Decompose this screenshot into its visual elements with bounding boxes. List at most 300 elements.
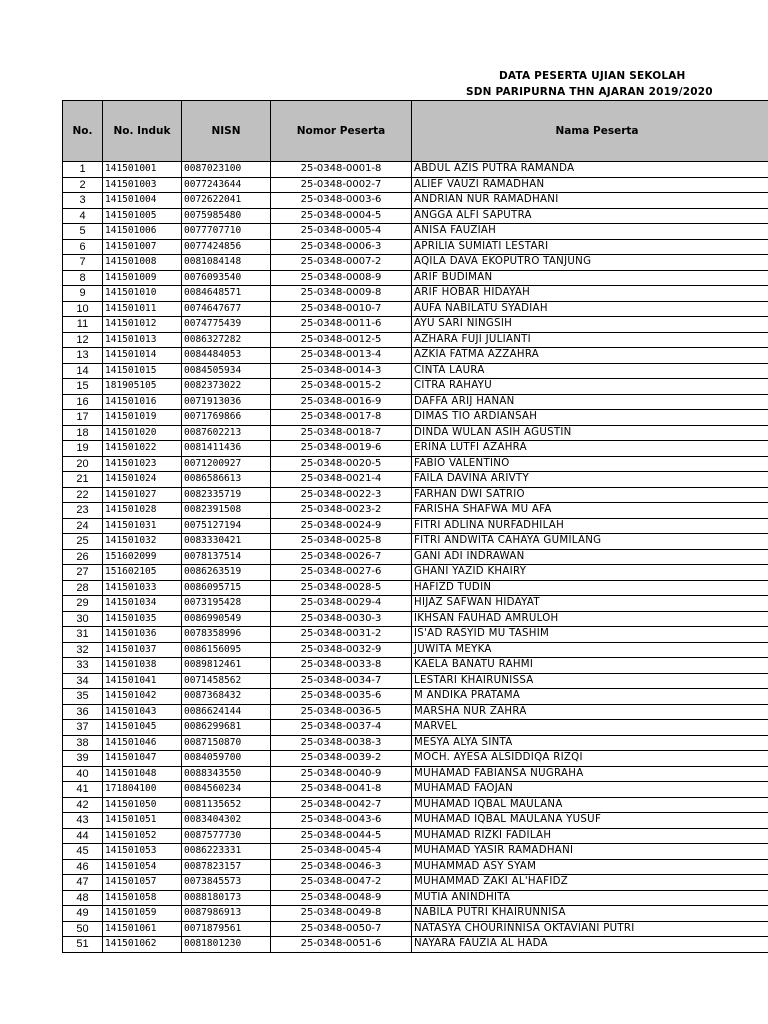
cell-no: 41: [63, 782, 103, 798]
cell-nisn: 0084484053: [182, 348, 271, 364]
table-row: [63, 766, 768, 782]
cell-no: 34: [63, 673, 103, 689]
cell-nama-peserta: ABDUL AZIS PUTRA RAMANDA: [412, 162, 768, 178]
participant-table-container: [62, 100, 768, 960]
cell-nama-peserta: HIJAZ SAFWAN HIDAYAT: [412, 596, 768, 612]
cell-nama-peserta: JUWITA MEYKA: [412, 642, 768, 658]
table-row: [63, 332, 768, 348]
table-row: [63, 782, 768, 798]
cell-no-induk: 141501048: [103, 766, 182, 782]
table-row: [63, 828, 768, 844]
cell-nisn: 0083330421: [182, 534, 271, 550]
header-nomor-peserta: Nomor Peserta: [271, 101, 412, 162]
cell-no-induk: 141501028: [103, 503, 182, 519]
cell-nomor-peserta: 25-0348-0048-9: [271, 890, 412, 906]
cell-nomor-peserta: 25-0348-0008-9: [271, 270, 412, 286]
cell-no: 44: [63, 828, 103, 844]
cell-nisn: 0086586613: [182, 472, 271, 488]
table-row: [63, 410, 768, 426]
cell-no-induk: 141501014: [103, 348, 182, 364]
document-title: DATA PESERTA UJIAN SEKOLAH: [499, 70, 686, 82]
cell-no-induk: 141501050: [103, 797, 182, 813]
cell-nisn: 0078358996: [182, 627, 271, 643]
table-row: [63, 441, 768, 457]
table-row: [63, 565, 768, 581]
cell-nisn: 0087602213: [182, 425, 271, 441]
cell-no: 9: [63, 286, 103, 302]
cell-no: 17: [63, 410, 103, 426]
table-row: [63, 487, 768, 503]
cell-nama-peserta: ERINA LUTFI AZAHRA: [412, 441, 768, 457]
table-row: [63, 363, 768, 379]
cell-nisn: 0086624144: [182, 704, 271, 720]
cell-no-induk: 151602099: [103, 549, 182, 565]
cell-no-induk: 141501020: [103, 425, 182, 441]
cell-nisn: 0073845573: [182, 875, 271, 891]
cell-nomor-peserta: 25-0348-0032-9: [271, 642, 412, 658]
cell-no: 43: [63, 813, 103, 829]
cell-no: 31: [63, 627, 103, 643]
table-row: [63, 255, 768, 271]
cell-nama-peserta: MARVEL: [412, 720, 768, 736]
cell-nisn: 0082373022: [182, 379, 271, 395]
cell-no: 20: [63, 456, 103, 472]
cell-no-induk: 141501019: [103, 410, 182, 426]
cell-nisn: 0081801230: [182, 937, 271, 953]
cell-nomor-peserta: 25-0348-0051-6: [271, 937, 412, 953]
cell-nomor-peserta: 25-0348-0010-7: [271, 301, 412, 317]
table-row: [63, 472, 768, 488]
cell-nisn: 0071913036: [182, 394, 271, 410]
cell-no: 6: [63, 239, 103, 255]
cell-no-induk: 141501004: [103, 193, 182, 209]
cell-nisn: 0073195428: [182, 596, 271, 612]
cell-nisn: 0087986913: [182, 906, 271, 922]
cell-nomor-peserta: 25-0348-0021-4: [271, 472, 412, 488]
table-body: [63, 162, 768, 953]
table-row: [63, 534, 768, 550]
cell-nisn: 0081135652: [182, 797, 271, 813]
cell-no-induk: 141501036: [103, 627, 182, 643]
cell-no: 24: [63, 518, 103, 534]
cell-nomor-peserta: 25-0348-0007-2: [271, 255, 412, 271]
cell-nama-peserta: MUTIA ANINDHITA: [412, 890, 768, 906]
cell-no: 38: [63, 735, 103, 751]
cell-no: 4: [63, 208, 103, 224]
cell-no-induk: 141501046: [103, 735, 182, 751]
cell-nomor-peserta: 25-0348-0029-4: [271, 596, 412, 612]
cell-nomor-peserta: 25-0348-0035-6: [271, 689, 412, 705]
table-row: [63, 162, 768, 178]
cell-no-induk: 171804100: [103, 782, 182, 798]
table-row: [63, 875, 768, 891]
cell-no: 13: [63, 348, 103, 364]
cell-no-induk: 151602105: [103, 565, 182, 581]
cell-nisn: 0087823157: [182, 859, 271, 875]
cell-nomor-peserta: 25-0348-0027-6: [271, 565, 412, 581]
cell-nomor-peserta: 25-0348-0023-2: [271, 503, 412, 519]
cell-nomor-peserta: 25-0348-0014-3: [271, 363, 412, 379]
cell-nama-peserta: KAELA BANATU RAHMI: [412, 658, 768, 674]
cell-nomor-peserta: 25-0348-0018-7: [271, 425, 412, 441]
cell-nama-peserta: MUHAMAD YASIR RAMADHANI: [412, 844, 768, 860]
cell-no: 22: [63, 487, 103, 503]
cell-no-induk: 141501053: [103, 844, 182, 860]
cell-nisn: 0084648571: [182, 286, 271, 302]
cell-no: 50: [63, 921, 103, 937]
header-no: No.: [63, 101, 103, 162]
cell-no: 47: [63, 875, 103, 891]
cell-nama-peserta: NATASYA CHOURINNISA OKTAVIANI PUTRI: [412, 921, 768, 937]
cell-no-induk: 141501033: [103, 580, 182, 596]
table-row: [63, 270, 768, 286]
cell-no: 35: [63, 689, 103, 705]
table-row: [63, 239, 768, 255]
cell-nama-peserta: AZHARA FUJI JULIANTI: [412, 332, 768, 348]
cell-no-induk: 141501024: [103, 472, 182, 488]
cell-nomor-peserta: 25-0348-0050-7: [271, 921, 412, 937]
cell-nomor-peserta: 25-0348-0043-6: [271, 813, 412, 829]
cell-nisn: 0076093540: [182, 270, 271, 286]
cell-no: 16: [63, 394, 103, 410]
cell-no-induk: 141501010: [103, 286, 182, 302]
cell-no-induk: 141501023: [103, 456, 182, 472]
cell-no: 5: [63, 224, 103, 240]
cell-nisn: 0077243644: [182, 177, 271, 193]
cell-nama-peserta: AUFA NABILATU SYADIAH: [412, 301, 768, 317]
cell-nomor-peserta: 25-0348-0003-6: [271, 193, 412, 209]
cell-nama-peserta: NAYARA FAUZIA AL HADA: [412, 937, 768, 953]
cell-nomor-peserta: 25-0348-0006-3: [271, 239, 412, 255]
cell-nomor-peserta: 25-0348-0013-4: [271, 348, 412, 364]
cell-no-induk: 141501034: [103, 596, 182, 612]
cell-nama-peserta: NABILA PUTRI KHAIRUNNISA: [412, 906, 768, 922]
cell-nama-peserta: GANI ADI INDRAWAN: [412, 549, 768, 565]
cell-no: 23: [63, 503, 103, 519]
cell-no-induk: 141501041: [103, 673, 182, 689]
cell-nama-peserta: ARIF HOBAR HIDAYAH: [412, 286, 768, 302]
cell-no-induk: 141501015: [103, 363, 182, 379]
cell-nomor-peserta: 25-0348-0025-8: [271, 534, 412, 550]
cell-no: 11: [63, 317, 103, 333]
cell-nisn: 0071879561: [182, 921, 271, 937]
cell-nisn: 0075127194: [182, 518, 271, 534]
cell-nama-peserta: GHANI YAZID KHAIRY: [412, 565, 768, 581]
cell-no: 40: [63, 766, 103, 782]
cell-no-induk: 141501037: [103, 642, 182, 658]
table-row: [63, 751, 768, 767]
table-row: [63, 177, 768, 193]
cell-no: 32: [63, 642, 103, 658]
table-row: [63, 596, 768, 612]
cell-nomor-peserta: 25-0348-0040-9: [271, 766, 412, 782]
cell-no-induk: 141501012: [103, 317, 182, 333]
cell-no: 37: [63, 720, 103, 736]
table-row: [63, 348, 768, 364]
cell-no-induk: 141501003: [103, 177, 182, 193]
cell-no-induk: 141501011: [103, 301, 182, 317]
cell-no: 26: [63, 549, 103, 565]
cell-no: 2: [63, 177, 103, 193]
cell-no-induk: 141501043: [103, 704, 182, 720]
participant-table: [62, 100, 768, 953]
cell-nisn: 0087150870: [182, 735, 271, 751]
cell-no-induk: 141501054: [103, 859, 182, 875]
cell-no: 19: [63, 441, 103, 457]
cell-nomor-peserta: 25-0348-0004-5: [271, 208, 412, 224]
cell-nisn: 0088343550: [182, 766, 271, 782]
cell-nama-peserta: MARSHA NUR ZAHRA: [412, 704, 768, 720]
cell-nomor-peserta: 25-0348-0038-3: [271, 735, 412, 751]
cell-nama-peserta: HAFIZD TUDIN: [412, 580, 768, 596]
cell-nama-peserta: FARHAN DWI SATRIO: [412, 487, 768, 503]
cell-no-induk: 141501008: [103, 255, 182, 271]
cell-no-induk: 141501061: [103, 921, 182, 937]
cell-nama-peserta: IS'AD RASYID MU TASHIM: [412, 627, 768, 643]
table-row: [63, 317, 768, 333]
cell-nomor-peserta: 25-0348-0015-2: [271, 379, 412, 395]
cell-no: 36: [63, 704, 103, 720]
cell-no-induk: 141501009: [103, 270, 182, 286]
table-row: [63, 379, 768, 395]
cell-nama-peserta: CINTA LAURA: [412, 363, 768, 379]
table-row: [63, 720, 768, 736]
cell-no: 3: [63, 193, 103, 209]
cell-no: 8: [63, 270, 103, 286]
cell-no-induk: 141501027: [103, 487, 182, 503]
cell-no: 51: [63, 937, 103, 953]
cell-nomor-peserta: 25-0348-0011-6: [271, 317, 412, 333]
cell-nomor-peserta: 25-0348-0044-5: [271, 828, 412, 844]
cell-nomor-peserta: 25-0348-0047-2: [271, 875, 412, 891]
cell-nama-peserta: MUHAMAD IQBAL MAULANA YUSUF: [412, 813, 768, 829]
cell-nama-peserta: FAILA DAVINA ARIVTY: [412, 472, 768, 488]
table-row: [63, 301, 768, 317]
cell-nisn: 0074775439: [182, 317, 271, 333]
cell-nisn: 0084505934: [182, 363, 271, 379]
cell-no: 12: [63, 332, 103, 348]
cell-nomor-peserta: 25-0348-0030-3: [271, 611, 412, 627]
cell-nomor-peserta: 25-0348-0033-8: [271, 658, 412, 674]
cell-nomor-peserta: 25-0348-0045-4: [271, 844, 412, 860]
cell-no-induk: 141501005: [103, 208, 182, 224]
cell-nama-peserta: FARISHA SHAFWA MU AFA: [412, 503, 768, 519]
cell-nama-peserta: DIMAS TIO ARDIANSAH: [412, 410, 768, 426]
cell-nisn: 0078137514: [182, 549, 271, 565]
cell-nomor-peserta: 25-0348-0028-5: [271, 580, 412, 596]
cell-no: 27: [63, 565, 103, 581]
cell-nomor-peserta: 25-0348-0034-7: [271, 673, 412, 689]
table-row: [63, 673, 768, 689]
cell-no: 1: [63, 162, 103, 178]
cell-nomor-peserta: 25-0348-0001-8: [271, 162, 412, 178]
table-row: [63, 425, 768, 441]
cell-nomor-peserta: 25-0348-0036-5: [271, 704, 412, 720]
cell-no: 28: [63, 580, 103, 596]
cell-nisn: 0086299681: [182, 720, 271, 736]
cell-no-induk: 141501031: [103, 518, 182, 534]
cell-no: 45: [63, 844, 103, 860]
cell-nomor-peserta: 25-0348-0046-3: [271, 859, 412, 875]
cell-no-induk: 141501058: [103, 890, 182, 906]
cell-nisn: 0084560234: [182, 782, 271, 798]
cell-nisn: 0083404302: [182, 813, 271, 829]
cell-no-induk: 141501013: [103, 332, 182, 348]
cell-no-induk: 141501006: [103, 224, 182, 240]
cell-nisn: 0071458562: [182, 673, 271, 689]
cell-nisn: 0077707710: [182, 224, 271, 240]
table-row: [63, 921, 768, 937]
cell-nama-peserta: M ANDIKA PRATAMA: [412, 689, 768, 705]
table-row: [63, 286, 768, 302]
table-row: [63, 844, 768, 860]
cell-nisn: 0071769866: [182, 410, 271, 426]
cell-nama-peserta: FABIO VALENTINO: [412, 456, 768, 472]
cell-no: 48: [63, 890, 103, 906]
cell-nisn: 0081084148: [182, 255, 271, 271]
cell-nomor-peserta: 25-0348-0016-9: [271, 394, 412, 410]
cell-no-induk: 141501051: [103, 813, 182, 829]
cell-nisn: 0071200927: [182, 456, 271, 472]
cell-nama-peserta: FITRI ADLINA NURFADHILAH: [412, 518, 768, 534]
cell-no: 30: [63, 611, 103, 627]
document-subtitle: SDN PARIPURNA THN AJARAN 2019/2020: [466, 86, 713, 98]
cell-no-induk: 141501022: [103, 441, 182, 457]
cell-no: 33: [63, 658, 103, 674]
cell-nomor-peserta: 25-0348-0020-5: [271, 456, 412, 472]
cell-nisn: 0088180173: [182, 890, 271, 906]
cell-nisn: 0086156095: [182, 642, 271, 658]
cell-no-induk: 141501038: [103, 658, 182, 674]
table-row: [63, 658, 768, 674]
cell-nomor-peserta: 25-0348-0017-8: [271, 410, 412, 426]
cell-no: 7: [63, 255, 103, 271]
cell-nomor-peserta: 25-0348-0002-7: [271, 177, 412, 193]
cell-nama-peserta: DAFFA ARIJ HANAN: [412, 394, 768, 410]
cell-nisn: 0077424856: [182, 239, 271, 255]
cell-no-induk: 141501057: [103, 875, 182, 891]
table-row: [63, 642, 768, 658]
table-row: [63, 611, 768, 627]
cell-no-induk: 141501045: [103, 720, 182, 736]
cell-nomor-peserta: 25-0348-0037-4: [271, 720, 412, 736]
header-nisn: NISN: [182, 101, 271, 162]
cell-nisn: 0087577730: [182, 828, 271, 844]
cell-nama-peserta: APRILIA SUMIATI LESTARI: [412, 239, 768, 255]
cell-nisn: 0082335719: [182, 487, 271, 503]
cell-nisn: 0084059700: [182, 751, 271, 767]
table-row: [63, 503, 768, 519]
table-row: [63, 704, 768, 720]
cell-nomor-peserta: 25-0348-0005-4: [271, 224, 412, 240]
cell-nisn: 0086095715: [182, 580, 271, 596]
table-row: [63, 456, 768, 472]
cell-nisn: 0087023100: [182, 162, 271, 178]
cell-no: 42: [63, 797, 103, 813]
cell-no-induk: 141501032: [103, 534, 182, 550]
cell-nama-peserta: MUHAMAD IQBAL MAULANA: [412, 797, 768, 813]
cell-nisn: 0087368432: [182, 689, 271, 705]
cell-no-induk: 141501035: [103, 611, 182, 627]
cell-nama-peserta: MUHAMAD FAOJAN: [412, 782, 768, 798]
cell-no-induk: 141501047: [103, 751, 182, 767]
cell-no: 25: [63, 534, 103, 550]
cell-nomor-peserta: 25-0348-0042-7: [271, 797, 412, 813]
cell-nama-peserta: ANISA FAUZIAH: [412, 224, 768, 240]
table-row: [63, 518, 768, 534]
cell-nama-peserta: ANDRIAN NUR RAMADHANI: [412, 193, 768, 209]
cell-nama-peserta: AQILA DAVA EKOPUTRO TANJUNG: [412, 255, 768, 271]
cell-no: 10: [63, 301, 103, 317]
table-row: [63, 549, 768, 565]
cell-nomor-peserta: 25-0348-0024-9: [271, 518, 412, 534]
cell-nomor-peserta: 25-0348-0049-8: [271, 906, 412, 922]
cell-nama-peserta: MUHAMMAD ASY SYAM: [412, 859, 768, 875]
cell-no-induk: 141501001: [103, 162, 182, 178]
cell-no: 29: [63, 596, 103, 612]
cell-nama-peserta: DINDA WULAN ASIH AGUSTIN: [412, 425, 768, 441]
cell-nisn: 0086263519: [182, 565, 271, 581]
cell-nama-peserta: MUHAMAD RIZKI FADILAH: [412, 828, 768, 844]
cell-nisn: 0072622041: [182, 193, 271, 209]
cell-nomor-peserta: 25-0348-0022-3: [271, 487, 412, 503]
cell-no-induk: 141501016: [103, 394, 182, 410]
cell-nama-peserta: CITRA RAHAYU: [412, 379, 768, 395]
cell-nama-peserta: AYU SARI NINGSIH: [412, 317, 768, 333]
cell-nisn: 0089812461: [182, 658, 271, 674]
cell-no-induk: 141501059: [103, 906, 182, 922]
table-row: [63, 224, 768, 240]
table-row: [63, 906, 768, 922]
header-nama-peserta: Nama Peserta: [412, 101, 768, 162]
table-row: [63, 580, 768, 596]
cell-nisn: 0074647677: [182, 301, 271, 317]
cell-no: 39: [63, 751, 103, 767]
cell-nama-peserta: LESTARI KHAIRUNISSA: [412, 673, 768, 689]
cell-nisn: 0075985480: [182, 208, 271, 224]
cell-nisn: 0086990549: [182, 611, 271, 627]
cell-no: 18: [63, 425, 103, 441]
cell-nama-peserta: MUHAMMAD ZAKI AL'HAFIDZ: [412, 875, 768, 891]
cell-nama-peserta: MUHAMAD FABIANSA NUGRAHA: [412, 766, 768, 782]
cell-no: 15: [63, 379, 103, 395]
table-row: [63, 890, 768, 906]
cell-nomor-peserta: 25-0348-0009-8: [271, 286, 412, 302]
cell-nama-peserta: ANGGA ALFI SAPUTRA: [412, 208, 768, 224]
table-row: [63, 627, 768, 643]
table-row: [63, 937, 768, 953]
cell-nisn: 0082391508: [182, 503, 271, 519]
table-row: [63, 394, 768, 410]
cell-no: 21: [63, 472, 103, 488]
cell-nama-peserta: MESYA ALYA SINTA: [412, 735, 768, 751]
table-row: [63, 689, 768, 705]
table-row: [63, 813, 768, 829]
table-row: [63, 797, 768, 813]
cell-no-induk: 181905105: [103, 379, 182, 395]
cell-nomor-peserta: 25-0348-0019-6: [271, 441, 412, 457]
cell-no: 14: [63, 363, 103, 379]
cell-nama-peserta: IKHSAN FAUHAD AMRULOH: [412, 611, 768, 627]
cell-nomor-peserta: 25-0348-0012-5: [271, 332, 412, 348]
cell-no-induk: 141501042: [103, 689, 182, 705]
cell-no-induk: 141501007: [103, 239, 182, 255]
cell-no-induk: 141501052: [103, 828, 182, 844]
cell-nama-peserta: AZKIA FATMA AZZAHRA: [412, 348, 768, 364]
table-row: [63, 859, 768, 875]
table-row: [63, 735, 768, 751]
table-header-row: [63, 101, 768, 162]
